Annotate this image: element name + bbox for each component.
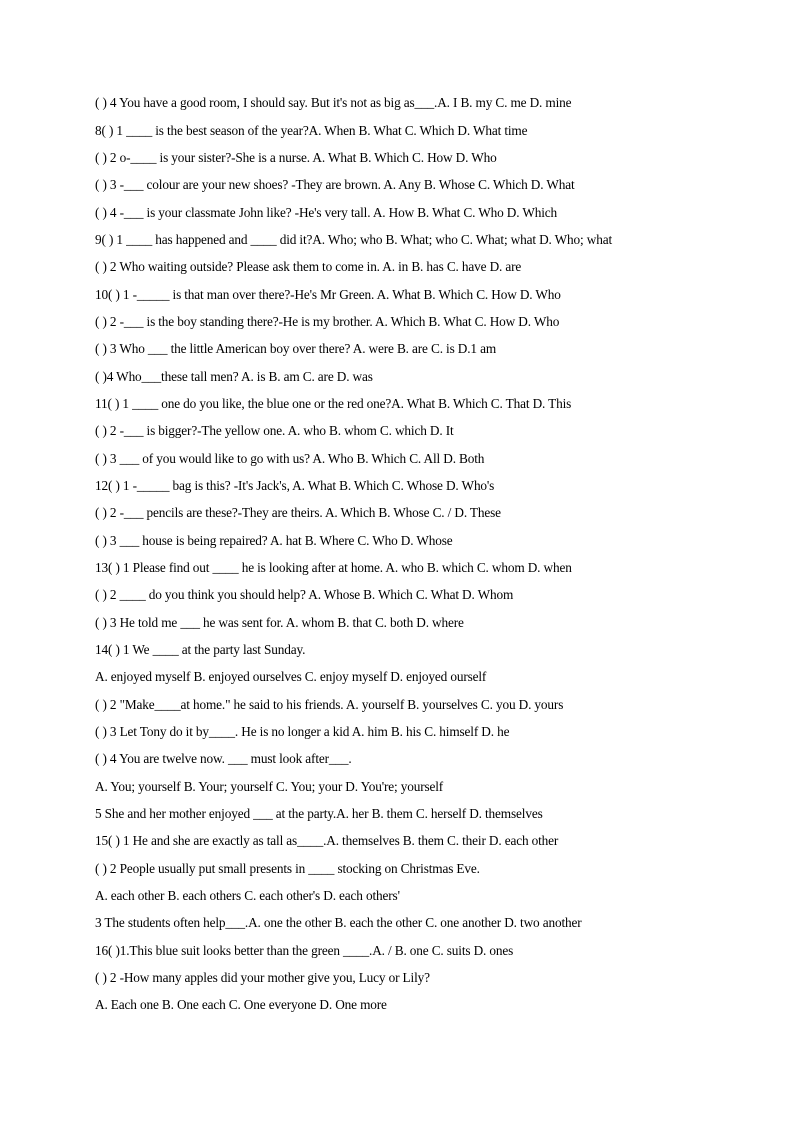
- question-line: 8( ) 1 ____ is the best season of the year?A. When B. What C. Which D. What time: [95, 123, 528, 138]
- question-line: ( ) 2 "Make____at home." he said to his friends. A. yourself B. yourselves C. you D. yours: [95, 697, 564, 712]
- question-line: 14( ) 1 We ____ at the party last Sunday.: [95, 642, 306, 657]
- question-line: ( ) 3 ___ of you would like to go with us? A. Who B. Which C. All D. Both: [95, 451, 485, 466]
- question-line: ( ) 2 ____ do you think you should help? A. Whose B. Which C. What D. Whom: [95, 587, 514, 602]
- question-line: ( ) 3 Who ___ the little American boy over there? A. were B. are C. is D.1 am: [95, 341, 497, 356]
- question-line: ( ) 3 He told me ___ he was sent for. A. whom B. that C. both D. where: [95, 615, 464, 630]
- question-line: 16( )1.This blue suit looks better than the green ____.A. / B. one C. suits D. ones: [95, 943, 514, 958]
- question-line: ( ) 2 People usually put small presents in ____ stocking on Christmas Eve.: [95, 861, 480, 876]
- question-line: ( ) 3 Let Tony do it by____. He is no longer a kid A. him B. his C. himself D. he: [95, 724, 510, 739]
- question-line: 3 The students often help___.A. one the other B. each the other C. one another D. two another: [95, 915, 582, 930]
- question-line: 5 She and her mother enjoyed ___ at the party.A. her B. them C. herself D. themselves: [95, 806, 543, 821]
- question-line: ( ) 2 Who waiting outside? Please ask them to come in. A. in B. has C. have D. are: [95, 259, 522, 274]
- question-line: ( ) 2 -___ is bigger?-The yellow one. A. who B. whom C. which D. It: [95, 423, 454, 438]
- question-line: 13( ) 1 Please find out ____ he is looking after at home. A. who B. which C. whom D. when: [95, 560, 572, 575]
- question-line: ( ) 3 -___ colour are your new shoes? -They are brown. A. Any B. Whose C. Which D. What: [95, 177, 575, 192]
- question-line: ( ) 2 -___ is the boy standing there?-He is my brother. A. Which B. What C. How D. Who: [95, 314, 560, 329]
- question-line: A. enjoyed myself B. enjoyed ourselves C. enjoy myself D. enjoyed ourself: [95, 669, 487, 684]
- question-line: ( ) 3 ___ house is being repaired? A. hat B. Where C. Who D. Whose: [95, 533, 453, 548]
- question-line: 12( ) 1 -_____ bag is this? -It's Jack's, A. What B. Which C. Whose D. Who's: [95, 478, 495, 493]
- question-line: ( )4 Who___these tall men? A. is B. am C. are D. was: [95, 369, 373, 384]
- question-line: 10( ) 1 -_____ is that man over there?-He's Mr Green. A. What B. Which C. How D. Who: [95, 287, 561, 302]
- question-line: ( ) 4 -___ is your classmate John like? -He's very tall. A. How B. What C. Who D. Which: [95, 205, 558, 220]
- question-line: ( ) 2 -How many apples did your mother give you, Lucy or Lily?: [95, 970, 430, 985]
- question-line: ( ) 2 -___ pencils are these?-They are theirs. A. Which B. Whose C. / D. These: [95, 505, 501, 520]
- question-line: A. Each one B. One each C. One everyone D. One more: [95, 997, 387, 1012]
- question-line: A. each other B. each others C. each other's D. each others': [95, 888, 400, 903]
- question-line: ( ) 2 o-____ is your sister?-She is a nurse. A. What B. Which C. How D. Who: [95, 150, 497, 165]
- question-line: 15( ) 1 He and she are exactly as tall as____.A. themselves B. them C. their D. each other: [95, 833, 559, 848]
- question-line: 11( ) 1 ____ one do you like, the blue one or the red one?A. What B. Which C. That D. This: [95, 396, 572, 411]
- question-line: ( ) 4 You are twelve now. ___ must look after___.: [95, 751, 352, 766]
- question-line: ( ) 4 You have a good room, I should say. But it's not as big as___.A. I B. my C. me D. mine: [95, 95, 572, 110]
- question-line: A. You; yourself B. Your; yourself C. You; your D. You're; yourself: [95, 779, 444, 794]
- question-line: 9( ) 1 ____ has happened and ____ did it?A. Who; who B. What; who C. What; what D. Who; what: [95, 232, 613, 247]
